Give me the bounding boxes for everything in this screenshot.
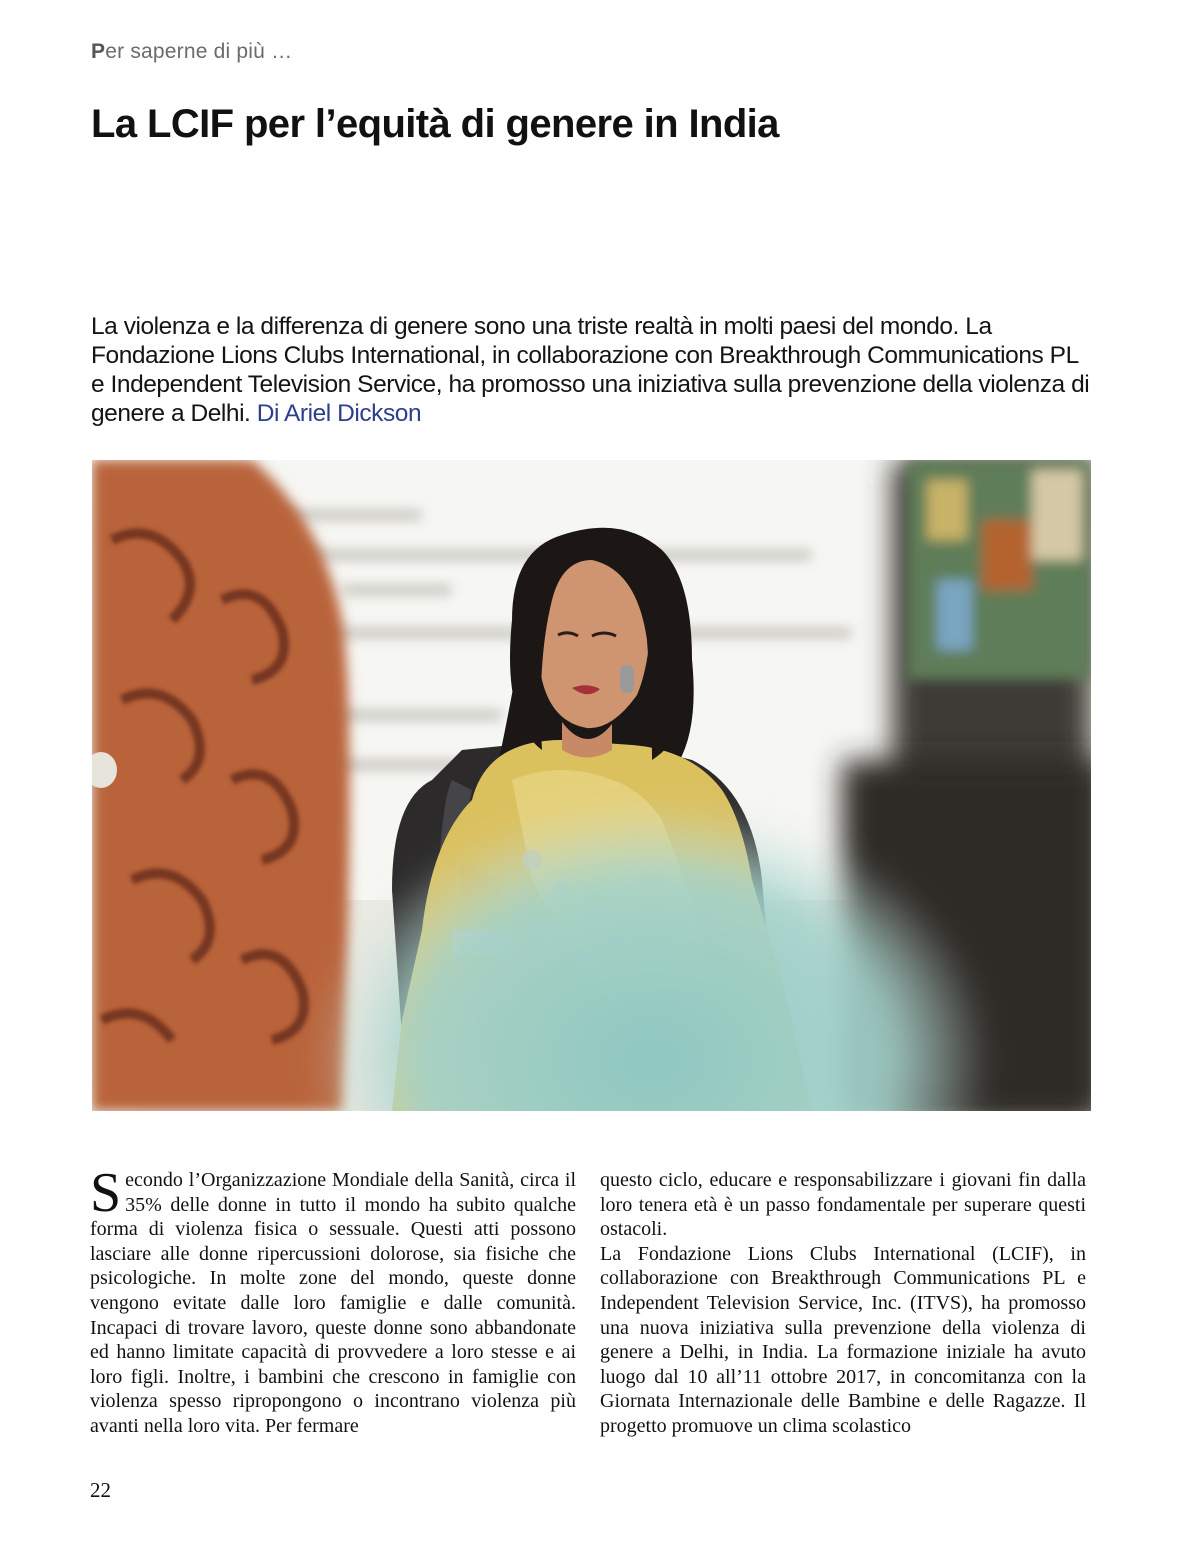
body-column-left (90, 1162, 576, 1439)
body-column-right (600, 1168, 1086, 1439)
section-kicker-initial: P (91, 40, 106, 63)
lead-text: La violenza e la differenza di genere sono una triste realtà in molti paesi del mondo. La Fondazione Lions Clubs International, in collaborazione con Breakthrough Communications PL e Independent Television Service, ha promosso una iniziativa sulla prevenzione della violenza di genere a Delhi. (91, 313, 1090, 427)
body-paragraph: La Fondazione Lions Clubs International (LCIF), in collaborazione con Breakthrough Communications PL e Independent Television Service, Inc. (ITVS), ha promosso una nuova iniziativa sulla prevenzione della violenza di genere a Delhi, in India. La formazione iniziale ha avuto luogo dal 10 all’11 ottobre 2017, in concomitanza con la Giornata Internazionale delle Bambine e delle Ragazze. Il progetto promuove un clima scolastico (600, 1242, 1086, 1437)
body-text: econdo l’Organizzazione Mondiale della Sanità, circa il 35% delle donne in tutto il mondo ha subito qualche forma di violenza fisica o sessuale. Questi atti possono lasciare alle donne ripercussioni dolorose, sia fisiche che psicologiche. In molte zone del mondo, queste donne vengono evitate dalle loro famiglie e dalle comunità. Incapaci di trovare lavoro, queste donne sono abbandonate ed hanno limitate capacità di provvedere a loro stesse e ai loro figli. Inoltre, i bambini che crescono in famiglie con violenza spesso ripropongono o incontrano violenza più avanti nella loro vita. Per fermare (90, 1169, 576, 1437)
article-title: La LCIF per l’equità di genere in India (91, 102, 779, 146)
page-number: 22 (90, 1478, 111, 1502)
article-photo (92, 460, 1091, 1111)
body-paragraph (90, 1162, 576, 1439)
article-byline: Di Ariel Dickson (256, 400, 422, 427)
article-lead (91, 312, 1091, 428)
body-paragraph: questo ciclo, educare e responsabilizzare i giovani fin dalla loro tenera età è un passo fondamentale per superare questi ostacoli. (600, 1169, 1086, 1241)
section-kicker (91, 40, 292, 64)
drop-cap: S (90, 1162, 122, 1224)
section-kicker-text: er saperne di più … (105, 40, 293, 63)
